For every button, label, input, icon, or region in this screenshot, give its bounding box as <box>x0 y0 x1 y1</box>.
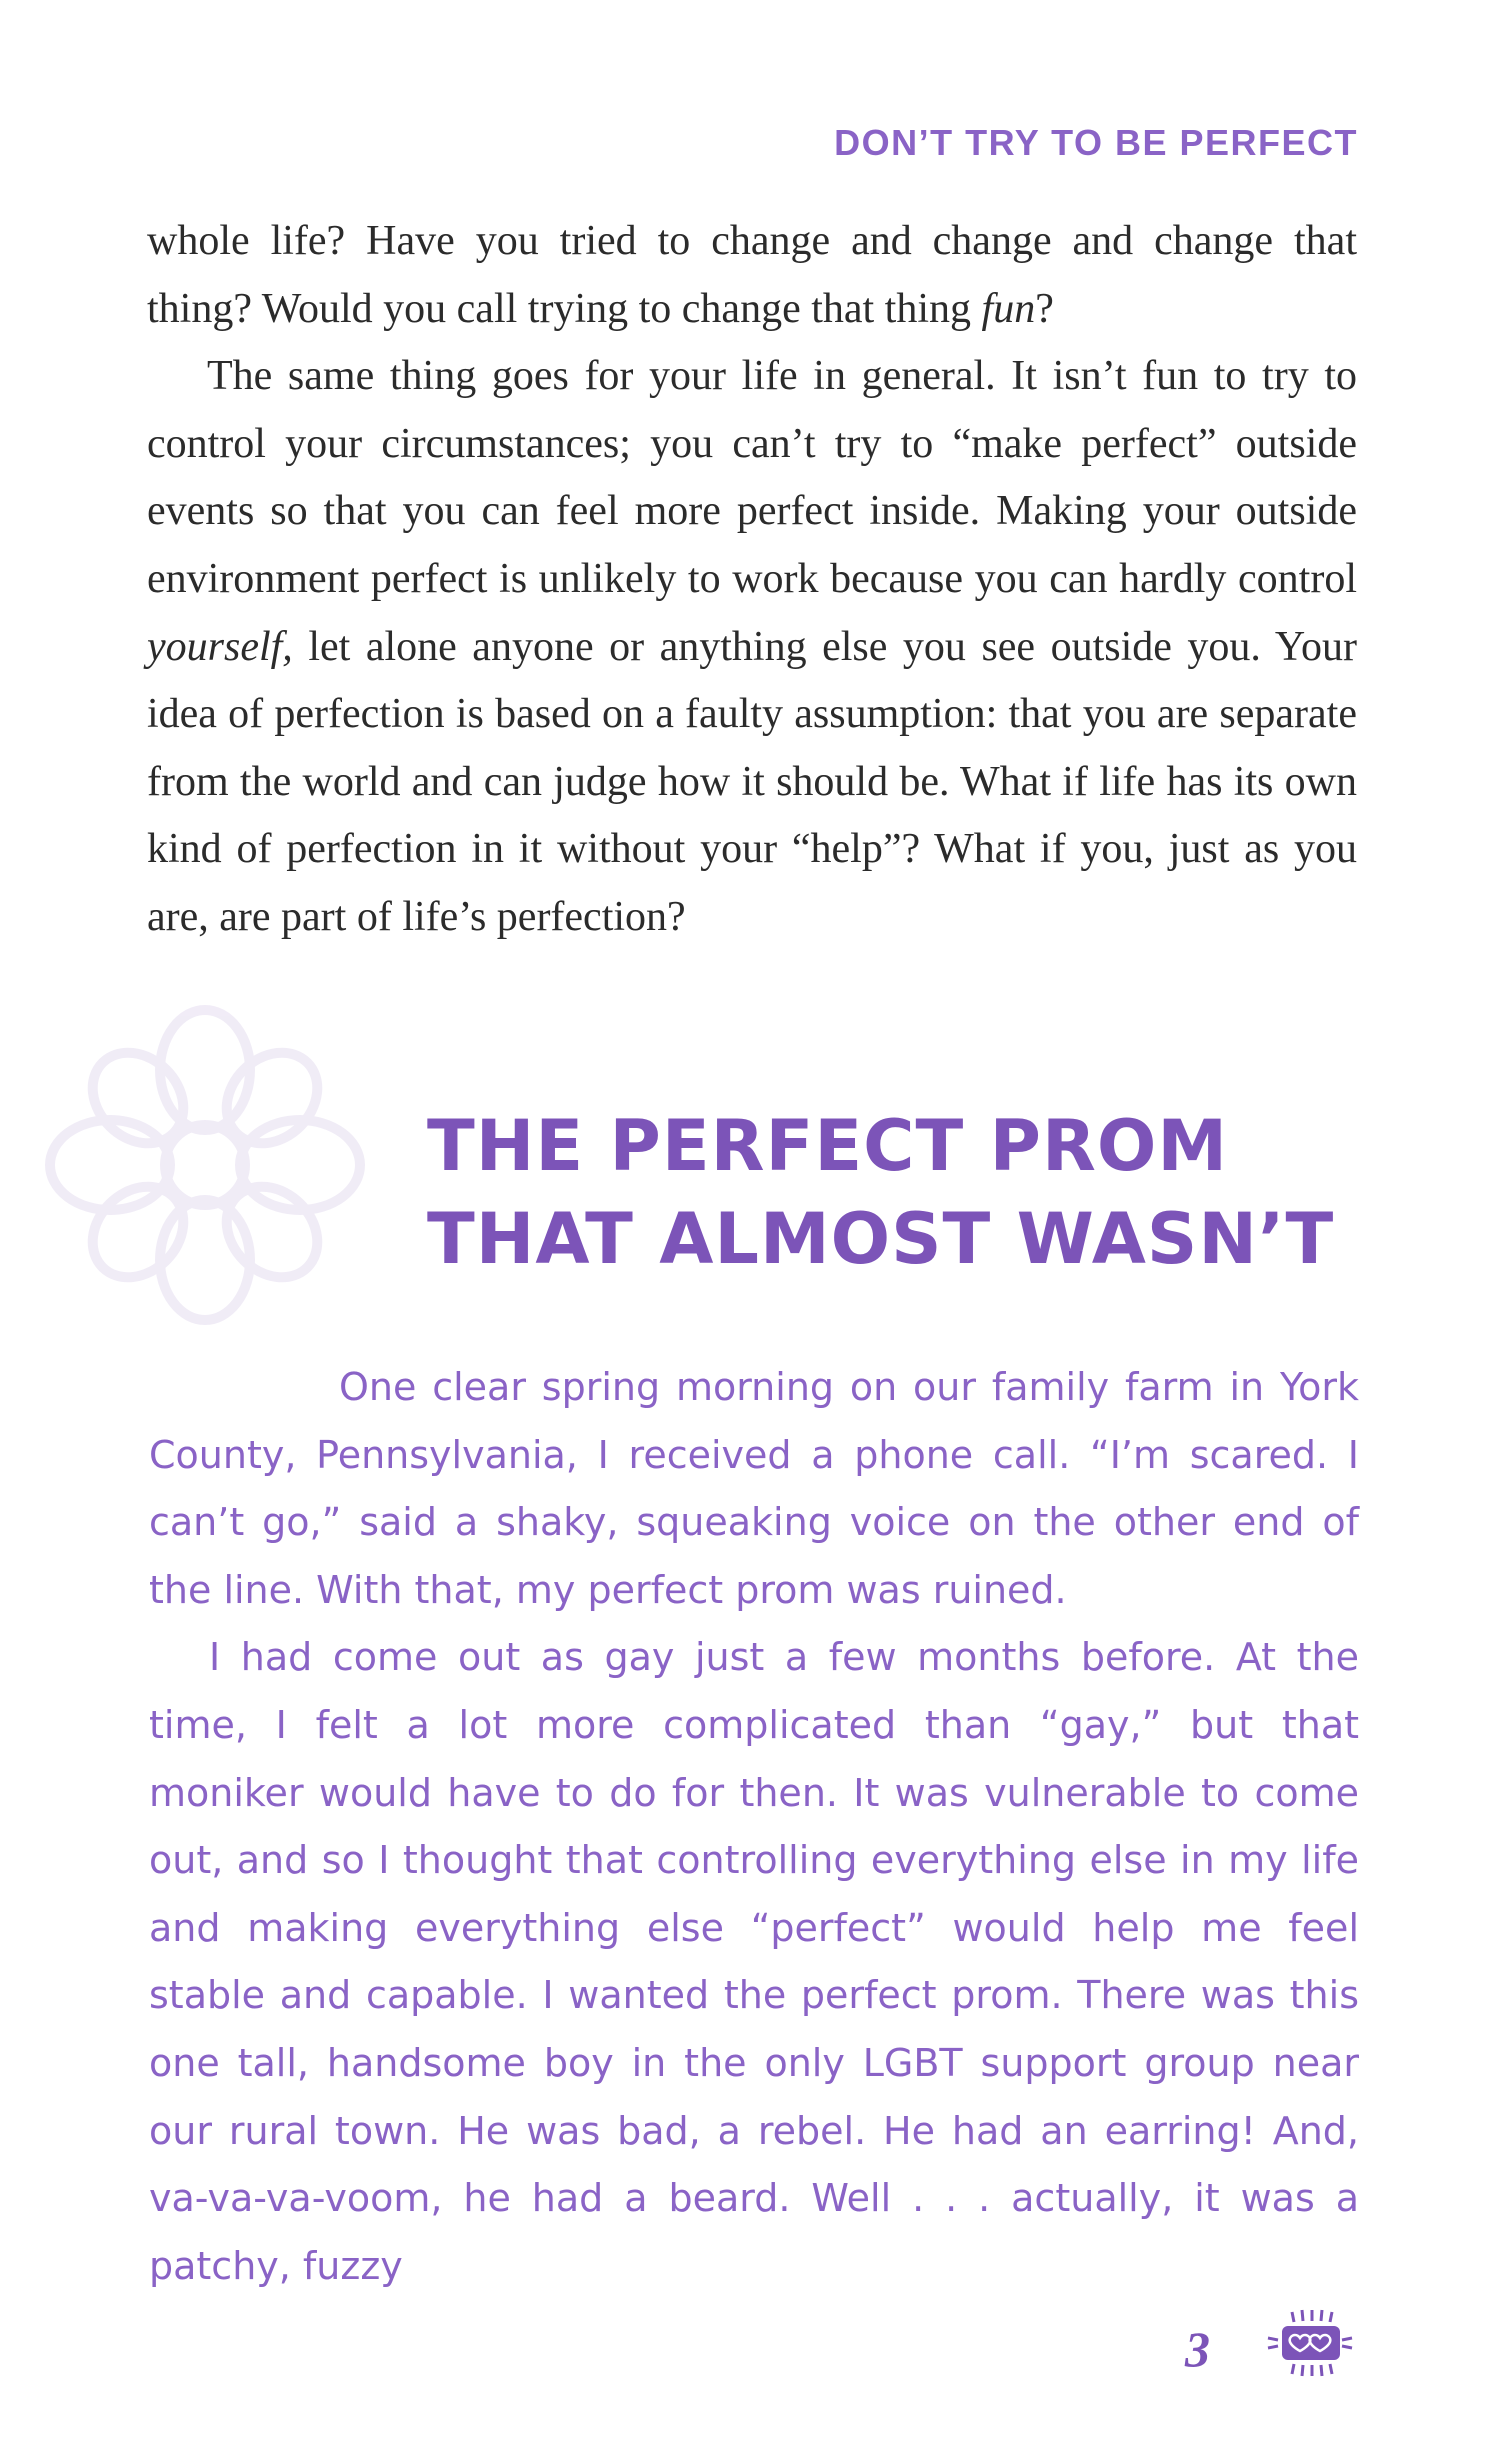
body-paragraph-1: whole life? Have you tried to change and change and change that thing? Would you call trying to change that thing fun? <box>147 218 1357 332</box>
flower-watermark-icon <box>40 1000 370 1330</box>
story-text <box>149 1354 1359 2300</box>
body-text <box>147 208 1357 952</box>
story-paragraph-1: One clear spring morning on our family farm in York County, Pennsylvania, I received a phone call. “I’m scared. I can’t go,” said a shaky, squeaking voice on the other end of the line. With that, my perfect prom was ruined. <box>149 1365 1359 1612</box>
story-paragraph-2: I had come out as gay just a few months before. At the time, I felt a lot more complicated than “gay,” but that moniker would have to do for then. It was vulnerable to come out, and so I thought that controlling everything else in my life and making everything else “perfect” would help me feel stable and capable. I wanted the perfect prom. There was this one tall, handsome boy in the only LGBT support group near our rural town. He was bad, a rebel. He had an earring! And, va-va-va-voom, he had a beard. Well . . . actually, it was a patchy, fuzzy <box>149 1635 1359 2288</box>
section-heading <box>427 1100 1387 1286</box>
running-head: DON’T TRY TO BE PERFECT <box>834 122 1358 163</box>
page-number: 3 <box>1185 2321 1210 2377</box>
section-heading-line-1: THE PERFECT PROM <box>427 1105 1229 1187</box>
section-heading-line-2: THAT ALMOST WASN’T <box>427 1198 1335 1280</box>
heart-badge-icon <box>1262 2308 1358 2378</box>
body-paragraph-2: The same thing goes for your life in general. It isn’t fun to try to control your circumstances; you can’t try to “make perfect” outside events so that you can feel more perfect inside. Making your outside environment perfect is unlikely to work because you can hardly control yourself, let alone anyone or anything else you see outside you. Your idea of perfection is based on a faulty assumption: that you are separate from the world and can judge how it should be. What if life has its own kind of perfection in it without your “help”? What if you, just as you are, are part of life’s perfection? <box>147 353 1357 940</box>
